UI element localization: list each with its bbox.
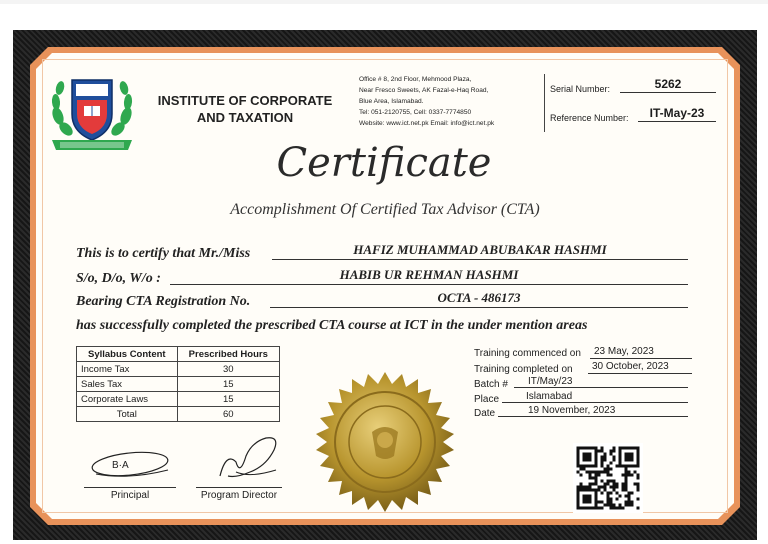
date-label: Date bbox=[474, 408, 496, 419]
relation-label: S/o, D/o, W/o : bbox=[76, 271, 161, 286]
total-label: Total bbox=[77, 407, 178, 422]
table-header-row bbox=[77, 347, 280, 362]
certify-label: This is to certify that Mr./Miss bbox=[76, 246, 251, 261]
director-signature-line bbox=[196, 487, 282, 488]
table-header: Prescribed Hours bbox=[177, 347, 279, 362]
reference-number-value: IT-May-23 bbox=[638, 106, 716, 122]
header-divider bbox=[544, 74, 545, 132]
principal-signature-icon bbox=[88, 444, 174, 484]
relation-name: HABIB UR REHMAN HASHMI bbox=[170, 267, 688, 285]
institute-address bbox=[359, 74, 545, 129]
table-header: Syllabus Content bbox=[77, 347, 178, 362]
registration-label: Bearing CTA Registration No. bbox=[76, 294, 251, 309]
training-commenced-label: Training commenced on bbox=[474, 348, 581, 359]
table-row bbox=[77, 392, 280, 407]
director-signature-icon bbox=[206, 432, 286, 486]
training-completed-value: 30 October, 2023 bbox=[588, 361, 692, 374]
institute-name-line2: AND TAXATION bbox=[196, 110, 294, 125]
address-line: Blue Area, Islamabad. bbox=[359, 98, 424, 105]
certificate-title: Certificate bbox=[276, 140, 492, 186]
address-line: Tel: 051-2120755, Cell: 0337-7774850 bbox=[359, 109, 472, 116]
total-hours: 60 bbox=[177, 407, 279, 422]
reference-number-label: Reference Number: bbox=[550, 113, 629, 123]
syllabus-subject: Sales Tax bbox=[77, 377, 178, 392]
principal-signature-text: B·A bbox=[112, 460, 129, 471]
date-value: 19 November, 2023 bbox=[498, 405, 688, 417]
syllabus-hours: 15 bbox=[177, 377, 279, 392]
syllabus-table bbox=[76, 346, 280, 422]
table-total-row bbox=[77, 407, 280, 422]
syllabus-subject: Income Tax bbox=[77, 362, 178, 377]
gold-seal-icon bbox=[312, 370, 458, 516]
training-completed-label: Training completed on bbox=[474, 364, 573, 375]
place-label: Place bbox=[474, 394, 500, 405]
registration-number: OCTA - 486173 bbox=[270, 290, 688, 308]
batch-value: IT/May/23 bbox=[514, 376, 688, 388]
qr-code-icon bbox=[573, 443, 643, 513]
address-line: Website: www.ict.net.pk Email: info@ict.net.pk bbox=[359, 120, 495, 127]
address-line: Near Fresco Sweets, AK Fazal-e-Haq Road, bbox=[359, 87, 489, 94]
principal-signature-line bbox=[84, 487, 176, 488]
recipient-name: HAFIZ MUHAMMAD ABUBAKAR HASHMI bbox=[272, 242, 688, 260]
syllabus-hours: 30 bbox=[177, 362, 279, 377]
serial-number-value: 5262 bbox=[620, 77, 716, 93]
serial-number-label: Serial Number: bbox=[550, 84, 611, 94]
certificate-subtitle: Accomplishment Of Certified Tax Advisor (CTA) bbox=[230, 201, 540, 218]
address-line: Office # 8, 2nd Floor, Mehmood Plaza, bbox=[359, 76, 472, 83]
place-value: Islamabad bbox=[502, 391, 688, 403]
syllabus-subject: Corporate Laws bbox=[77, 392, 178, 407]
training-commenced-value: 23 May, 2023 bbox=[590, 346, 692, 359]
completion-statement: has successfully completed the prescribed CTA course at ICT in the under mention areas bbox=[76, 318, 588, 333]
institute-logo-icon bbox=[46, 66, 138, 158]
top-edge bbox=[0, 0, 768, 4]
table-row bbox=[77, 377, 280, 392]
batch-label: Batch # bbox=[474, 379, 508, 390]
institute-name-line1: INSTITUTE OF CORPORATE bbox=[157, 93, 333, 108]
principal-label: Principal bbox=[110, 490, 150, 501]
table-row bbox=[77, 362, 280, 377]
institute-name bbox=[140, 92, 350, 126]
syllabus-hours: 15 bbox=[177, 392, 279, 407]
program-director-label: Program Director bbox=[200, 490, 278, 501]
